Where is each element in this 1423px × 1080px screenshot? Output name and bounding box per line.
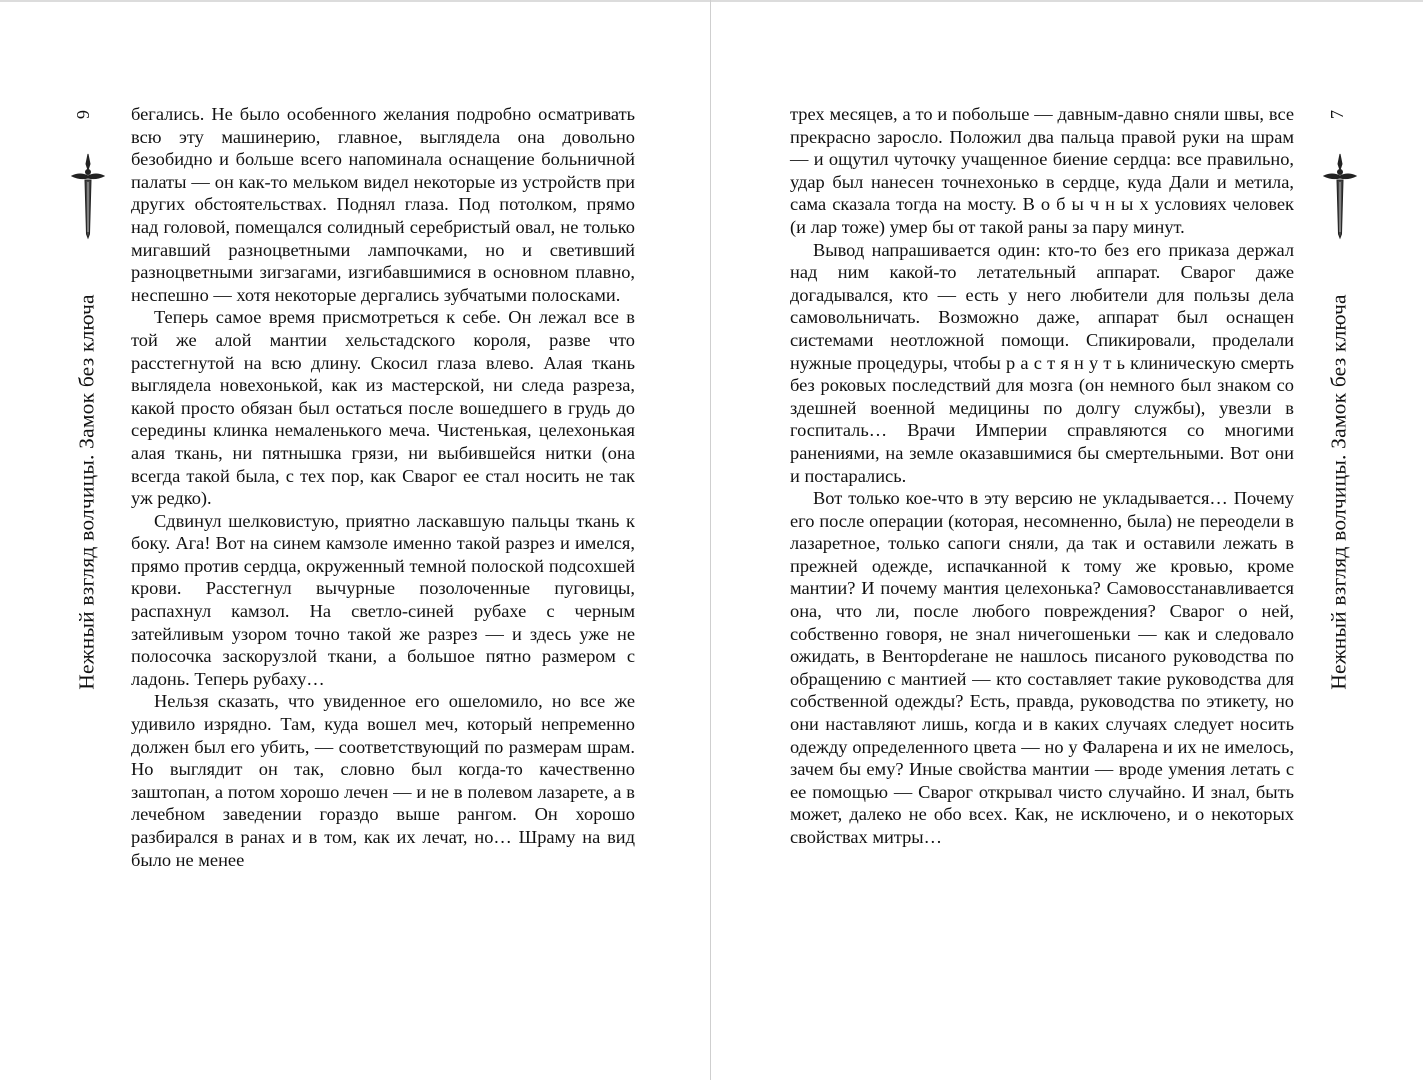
- running-head-text: Нежный взгляд волчицы. Замок без ключа: [1326, 294, 1351, 690]
- body-text: [790, 103, 1294, 849]
- page-number: 7: [1327, 110, 1347, 119]
- sword-ornament-icon: [1320, 150, 1360, 240]
- page-number: 6: [73, 110, 93, 119]
- right-page: [711, 0, 1423, 1080]
- running-head: [1319, 257, 1359, 727]
- paragraph: Нельзя сказать, что увиденное его ошеломило, но все же удивило изрядно. Там, куда вошел меч, который непременно должен был его убить, — соответствующий по размерам шрам. Но выглядит он так, словно был когда-то качественно заштопан, а потом хорошо лечен — и не в полевом лазарете, а в лечебном заведении гораздо выше рангом. Он хорошо разбирался в ранах и в том, как их лечат, но… Шраму на вид было не менее: [131, 691, 635, 870]
- paragraph: Теперь самое время присмотреться к себе. Он лежал все в той же алой мантии хельстадского короля, разве что расстегнутой на всю длину. Скосил глаза влево. Алая ткань выглядела новехонькой, как из мастерской, ни следа разреза, какой просто обязан был остаться после вошедшего в грудь до середины клинка немаленького меча. Чистенькая, целехонькая алая ткань, ни пятнышка грязи, ни выбившейся нитки (она всегда такой была, с тех пор, как Сварог ее стал носить не так уж редко).: [131, 307, 635, 509]
- running-head: [67, 257, 107, 727]
- body-text: [131, 103, 635, 871]
- left-page: [0, 0, 711, 1080]
- paragraph: Вывод напрашивается один: кто-то без его приказа держал над ним какой-то летательный аппарат. Сварог даже догадывался, кто — есть у него любители для пользы дела самовольничать. Возможно даже, аппарат был оснащен системами неотложной помощи. Спикировали, проделали нужные процедуры, чтобы р а с т я н у т ь клиническую смерть без роковых последствий для мозга (он немного был знаком со здешней военной медицины по долгу службы), увезли в госпиталь… Врачи Империи справляются со многими ранениями, на земле оказавшимися бы смертельными. Вот они и постарались.: [790, 239, 1294, 486]
- sword-ornament-icon: [68, 150, 108, 240]
- paragraph: бегались. Не было особенного желания подробно осматривать всю эту машинерию, главное, выглядела она довольно безобидно и больше всего напоминала оснащение больничной палаты — он как-то мельком видел некоторые из устройств при других обстоятельствах. Поднял глаза. Под потолком, прямо над головой, помещался солидный серебристый овал, не только мигавший разноцветными лампочками, но и светивший разноцветными зигзагами, изгибавшимися в основном плавно, неспешно — хотя некоторые дергались зубчатыми полосками.: [131, 104, 635, 305]
- paragraph: Вот только кое-что в эту версию не укладывается… Почему его после операции (которая, несомненно, была) не переодели в лазаретное, только сапоги сняли, да так и оставили лежать в прежней одежде, испачканной к тому же кровью, кроме мантии? И почему мантия целехонька? Самовосстанавливается она, что ли, после любого повреждения? Сварог о ней, собственно говоря, не знал ничегошеньки — как и следовало ожидать, в Венторderане не нашлось писаного руководства по обращению с мантией — кто составляет такие руководства для собственной одежды? Есть, правда, руководства по этикету, но они наставляют лишь, когда и в каких случаях следует носить одежду определенного цвета — но у Фаларена и их не имелось, зачем бы ему? Иные свойства мантии — вроде умения летать с ее помощью — Сварог открывал чисто случайно. И знал, быть может, далеко не обо всех. Как, не исключено, и о некоторых свойствах митры…: [790, 488, 1294, 847]
- page-top-rule: [711, 0, 1423, 2]
- running-head-text: Нежный взгляд волчицы. Замок без ключа: [74, 294, 99, 690]
- paragraph: трех месяцев, а то и побольше — давным-давно сняли швы, все прекрасно заросло. Положил два пальца правой руки на шрам — и ощутил чуточку учащенное биение сердца: все правильно, удар был нанесен точнехонько в сердце, куда Дали и метила, сама сказала тогда на мосту. В о б ы ч н ы х условиях человек (и лар тоже) умер бы от такой раны за пару минут.: [790, 104, 1294, 237]
- paragraph: Сдвинул шелковистую, приятно ласкавшую пальцы ткань к боку. Ага! Вот на синем камзоле именно такой разрез и имелся, прямо против сердца, окруженный темной полоской подсохшей крови. Расстегнул вычурные позолоченные пуговицы, распахнул камзол. На светло-синей рубахе с черным затейливым узором точно такой же разрез — и здесь уже не полосочка заскорузлой ткани, а большое пятно размером с ладонь. Теперь рубаху…: [131, 510, 635, 689]
- page-top-rule: [0, 0, 710, 2]
